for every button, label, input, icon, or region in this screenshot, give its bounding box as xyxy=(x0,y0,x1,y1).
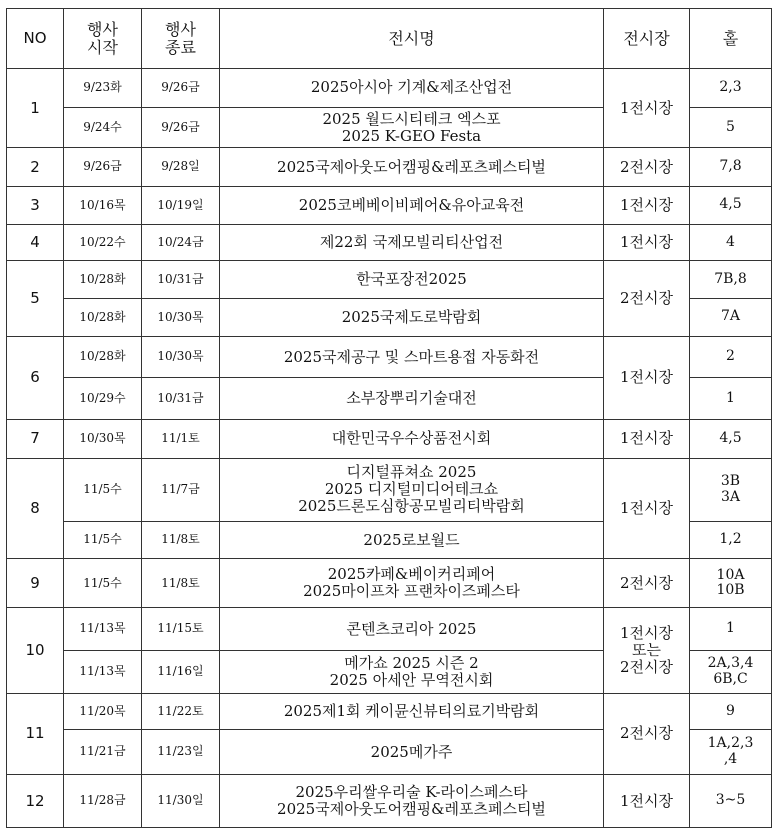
end-date: 9/26금 xyxy=(142,69,220,108)
table-row xyxy=(7,261,772,299)
exhibition-name xyxy=(220,107,604,148)
end-date: 11/15토 xyxy=(142,608,220,651)
row-number: 11 xyxy=(7,693,64,774)
hall-line: 4,5 xyxy=(719,429,742,446)
hall-line: 6B,C xyxy=(713,670,748,687)
header-start-line-2: 시작 xyxy=(87,37,118,57)
exhibition-name xyxy=(220,730,604,775)
end-date: 9/26금 xyxy=(142,107,220,148)
hall xyxy=(690,261,772,299)
hall-line: 9 xyxy=(726,702,735,719)
venue xyxy=(604,608,690,693)
row-number: 3 xyxy=(7,187,64,225)
row-number: 6 xyxy=(7,336,64,419)
venue-line: 2전시장 xyxy=(619,657,673,676)
end-date: 11/1토 xyxy=(142,419,220,458)
venue-line: 2전시장 xyxy=(619,157,673,176)
row-number: 4 xyxy=(7,224,64,261)
table-row xyxy=(7,559,772,608)
exhibition-name-line: 2025아시아 기계&제조산업전 xyxy=(310,78,513,97)
hall-line: 3A xyxy=(720,488,741,505)
hall-line: 1 xyxy=(726,620,735,637)
exhibition-name xyxy=(220,336,604,378)
end-date: 11/8토 xyxy=(142,559,220,608)
header-row xyxy=(7,9,772,69)
row-number: 2 xyxy=(7,148,64,187)
start-date: 11/13목 xyxy=(64,650,142,693)
header-name: 전시명 xyxy=(220,9,604,69)
hall xyxy=(690,608,772,651)
header-venue: 전시장 xyxy=(604,9,690,69)
row-number: 10 xyxy=(7,608,64,693)
exhibition-name-line: 대한민국우수상품전시회 xyxy=(331,429,492,448)
hall xyxy=(690,69,772,108)
row-number: 8 xyxy=(7,458,64,559)
hall xyxy=(690,774,772,827)
exhibition-name-line: 2025우리쌀우리술 K-라이스페스타 xyxy=(295,783,528,802)
header-start xyxy=(64,9,142,69)
venue-line: 1전시장 xyxy=(619,499,673,518)
hall xyxy=(690,187,772,225)
venue xyxy=(604,419,690,458)
hall-line: 1 xyxy=(726,389,735,406)
exhibition-name-line: 한국포장전2025 xyxy=(356,270,467,289)
exhibition-name-line: 2025마이프차 프랜차이즈페스타 xyxy=(303,582,520,601)
table-body xyxy=(7,69,772,828)
start-date: 11/5수 xyxy=(64,458,142,521)
hall-line: 4,5 xyxy=(719,196,742,213)
hall-line: 7B,8 xyxy=(714,270,747,287)
exhibition-name-line: 2025제1회 케이뮨신뷰티의료기박람회 xyxy=(283,702,540,720)
start-date: 11/5수 xyxy=(64,521,142,559)
exhibition-name-line: 2025코베베이비페어&유아교육전 xyxy=(298,195,525,214)
exhibition-name xyxy=(220,650,604,693)
header-start-line-1: 행사 xyxy=(87,19,118,39)
row-number: 7 xyxy=(7,419,64,458)
end-date: 11/16일 xyxy=(142,650,220,693)
start-date: 9/24수 xyxy=(64,107,142,148)
end-date: 11/7금 xyxy=(142,458,220,521)
header-hall: 홀 xyxy=(690,9,772,69)
hall-line: ,4 xyxy=(723,751,738,768)
start-date: 10/22수 xyxy=(64,224,142,261)
start-date: 9/26금 xyxy=(64,148,142,187)
hall-line: 1,2 xyxy=(719,531,742,548)
exhibition-name-line: 2025로보월드 xyxy=(363,530,460,549)
hall-line: 5 xyxy=(726,118,735,135)
end-date: 10/24금 xyxy=(142,224,220,261)
end-date: 10/31금 xyxy=(142,378,220,420)
hall xyxy=(690,730,772,775)
table-row xyxy=(7,69,772,108)
venue xyxy=(604,774,690,827)
start-date: 11/28금 xyxy=(64,774,142,827)
exhibition-name xyxy=(220,261,604,299)
hall-line: 1A,2,3 xyxy=(707,735,754,752)
table-row xyxy=(7,336,772,378)
exhibition-name-line: 콘텐츠코리아 2025 xyxy=(346,619,477,638)
table-row xyxy=(7,693,772,730)
exhibition-name-line: 2025국제공구 및 스마트용접 자동화전 xyxy=(283,347,540,366)
end-date: 11/8토 xyxy=(142,521,220,559)
table-row xyxy=(7,774,772,827)
hall-line: 2 xyxy=(726,348,735,365)
start-date: 9/23화 xyxy=(64,69,142,108)
hall-line: 10A xyxy=(716,566,745,583)
start-date: 10/28화 xyxy=(64,261,142,299)
venue-line: 1전시장 xyxy=(619,98,673,117)
exhibition-name-line: 2025국제아웃도어캠핑&레포츠페스티벌 xyxy=(277,799,546,818)
hall xyxy=(690,148,772,187)
end-date: 11/22토 xyxy=(142,693,220,730)
exhibition-name xyxy=(220,458,604,521)
start-date: 11/21금 xyxy=(64,730,142,775)
exhibition-name-line: 2025국제아웃도어캠핑&레포츠페스티벌 xyxy=(277,157,546,176)
exhibition-name-line: 2025 월드시티테크 엑스포 xyxy=(322,109,501,128)
venue-line: 2전시장 xyxy=(619,573,673,592)
venue-line: 1전시장 xyxy=(619,429,673,448)
hall xyxy=(690,378,772,420)
header-end xyxy=(142,9,220,69)
exhibition-name xyxy=(220,559,604,608)
table-row xyxy=(7,148,772,187)
row-number: 9 xyxy=(7,559,64,608)
end-date: 9/28일 xyxy=(142,148,220,187)
hall xyxy=(690,693,772,730)
exhibition-name xyxy=(220,298,604,336)
exhibition-name-line: 2025메가주 xyxy=(370,742,453,761)
exhibition-name xyxy=(220,148,604,187)
end-date: 10/31금 xyxy=(142,261,220,299)
start-date: 11/5수 xyxy=(64,559,142,608)
end-date: 11/23일 xyxy=(142,730,220,775)
venue xyxy=(604,261,690,336)
hall-line: 3~5 xyxy=(715,792,746,809)
exhibition-name xyxy=(220,521,604,559)
header-end-line-1: 행사 xyxy=(165,19,196,39)
hall-line: 2A,3,4 xyxy=(707,655,754,672)
venue xyxy=(604,693,690,774)
exhibition-name-line: 2025 아세안 무역전시회 xyxy=(329,670,494,689)
exhibition-name xyxy=(220,693,604,730)
table-row xyxy=(7,187,772,225)
exhibition-schedule-table xyxy=(6,8,772,828)
hall-line: 7,8 xyxy=(719,158,742,175)
exhibition-name xyxy=(220,224,604,261)
exhibition-name-line: 2025 K-GEO Festa xyxy=(341,126,482,145)
hall-line: 2,3 xyxy=(719,78,742,95)
venue xyxy=(604,187,690,225)
exhibition-name-line: 제22회 국제모빌리티산업전 xyxy=(319,233,504,252)
venue-line: 1전시장 xyxy=(619,195,673,214)
venue-line: 또는 xyxy=(632,640,661,659)
exhibition-name-line: 2025카페&베이커리페어 xyxy=(327,565,496,584)
hall-line: 3B xyxy=(720,472,741,489)
exhibition-name-line: 2025 디지털미디어테크쇼 xyxy=(324,480,499,499)
venue-line: 1전시장 xyxy=(619,624,673,643)
hall-line: 7A xyxy=(720,308,741,325)
hall-line: 10B xyxy=(716,582,745,599)
exhibition-name-line: 2025국제도로박람회 xyxy=(341,307,482,326)
start-date: 10/30목 xyxy=(64,419,142,458)
exhibition-name-line: 소부장뿌리기술대전 xyxy=(346,389,477,408)
row-number: 12 xyxy=(7,774,64,827)
venue xyxy=(604,148,690,187)
start-date: 10/28화 xyxy=(64,336,142,378)
start-date: 10/29수 xyxy=(64,378,142,420)
hall xyxy=(690,419,772,458)
table-row xyxy=(7,608,772,651)
venue xyxy=(604,458,690,559)
exhibition-name xyxy=(220,419,604,458)
end-date: 10/30목 xyxy=(142,336,220,378)
start-date: 10/16목 xyxy=(64,187,142,225)
hall xyxy=(690,336,772,378)
exhibition-name xyxy=(220,378,604,420)
end-date: 11/30일 xyxy=(142,774,220,827)
venue-line: 2전시장 xyxy=(619,289,673,307)
exhibition-name xyxy=(220,187,604,225)
exhibition-name xyxy=(220,774,604,827)
row-number: 5 xyxy=(7,261,64,336)
venue-line: 2전시장 xyxy=(619,724,673,743)
venue xyxy=(604,224,690,261)
start-date: 10/28화 xyxy=(64,298,142,336)
exhibition-name xyxy=(220,608,604,651)
hall xyxy=(690,298,772,336)
venue xyxy=(604,69,690,148)
exhibition-name-line: 메가쇼 2025 시즌 2 xyxy=(344,653,479,672)
start-date: 11/13목 xyxy=(64,608,142,651)
hall xyxy=(690,458,772,521)
hall xyxy=(690,107,772,148)
table-row xyxy=(7,224,772,261)
row-number: 1 xyxy=(7,69,64,148)
end-date: 10/19일 xyxy=(142,187,220,225)
hall xyxy=(690,224,772,261)
exhibition-name xyxy=(220,69,604,108)
table-row xyxy=(7,419,772,458)
hall xyxy=(690,521,772,559)
start-date: 11/20목 xyxy=(64,693,142,730)
venue-line: 1전시장 xyxy=(619,791,673,810)
hall-line: 4 xyxy=(726,233,735,250)
venue xyxy=(604,559,690,608)
end-date: 10/30목 xyxy=(142,298,220,336)
exhibition-name-line: 디지털퓨쳐쇼 2025 xyxy=(346,463,477,482)
venue-line: 1전시장 xyxy=(619,368,673,387)
hall xyxy=(690,650,772,693)
table-row xyxy=(7,458,772,521)
hall xyxy=(690,559,772,608)
header-no: NO xyxy=(7,9,64,69)
exhibition-name-line: 2025드론도심항공모빌리티박람회 xyxy=(298,497,525,516)
venue-line: 1전시장 xyxy=(619,233,673,252)
header-end-line-2: 종료 xyxy=(165,37,196,57)
venue xyxy=(604,336,690,419)
